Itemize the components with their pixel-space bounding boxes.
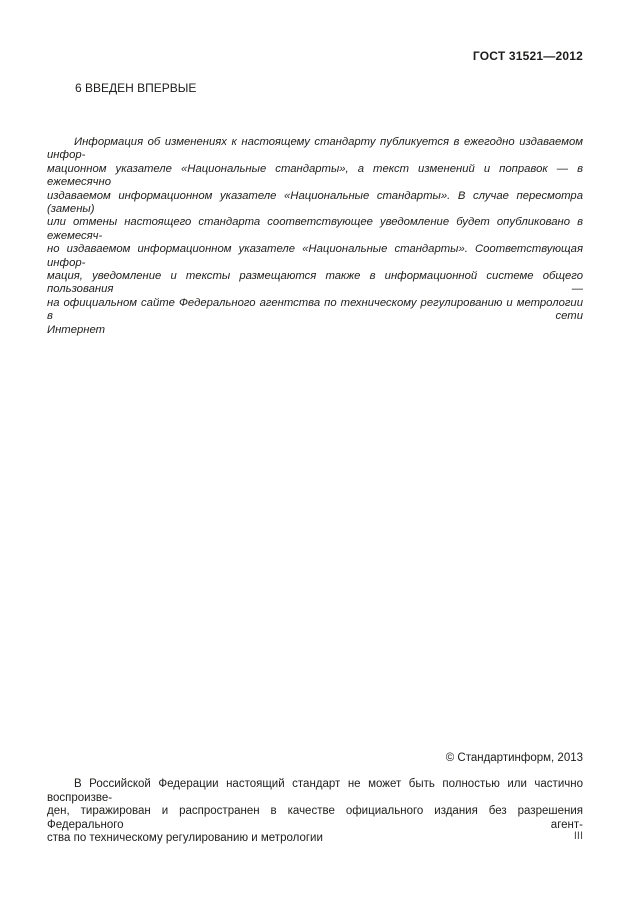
page-number: III	[573, 830, 583, 842]
text-line: Интернет	[47, 323, 106, 336]
text-line: но издаваемом информационном указателе «Национальные стандарты». Соответствующая инфор-	[47, 243, 583, 269]
availability-note-paragraph	[47, 136, 583, 337]
text-line: мационном указателе «Национальные стандарты», а текст изменений и поправок — в ежемесячно	[47, 162, 583, 189]
text-line: или отмены настоящего стандарта соответствующее уведомление будет опубликовано в ежемесяч-	[47, 216, 583, 242]
reproduction-restriction-paragraph	[47, 778, 583, 846]
standard-code-header: ГОСТ 31521—2012	[472, 49, 583, 63]
text-line: Информация об изменениях к настоящему стандарту публикуется в ежегодно издаваемом инфор-	[47, 136, 583, 162]
text-line: издаваемом информационном указателе «Национальные стандарты». В случае пересмотра (замены)	[47, 189, 583, 216]
text-line: ства по техническому регулированию и метрологии	[47, 832, 323, 844]
copyright-line: © Стандартинформ, 2013	[445, 752, 583, 764]
text-line: на официальном сайте Федерального агентства по техническому регулированию и метрологии в сети	[47, 296, 583, 323]
text-line: В Российской Федерации настоящий стандарт не может быть полностью или частично воспроизве-	[47, 778, 583, 804]
text-line: мация, уведомление и тексты размещаются также в информационной системе общего пользования —	[47, 270, 583, 296]
clause-introduced-first: 6 ВВЕДЕН ВПЕРВЫЕ	[75, 81, 197, 95]
text-line: ден, тиражирован и распространен в качестве официального издания без разрешения Федерального агент-	[47, 805, 583, 831]
